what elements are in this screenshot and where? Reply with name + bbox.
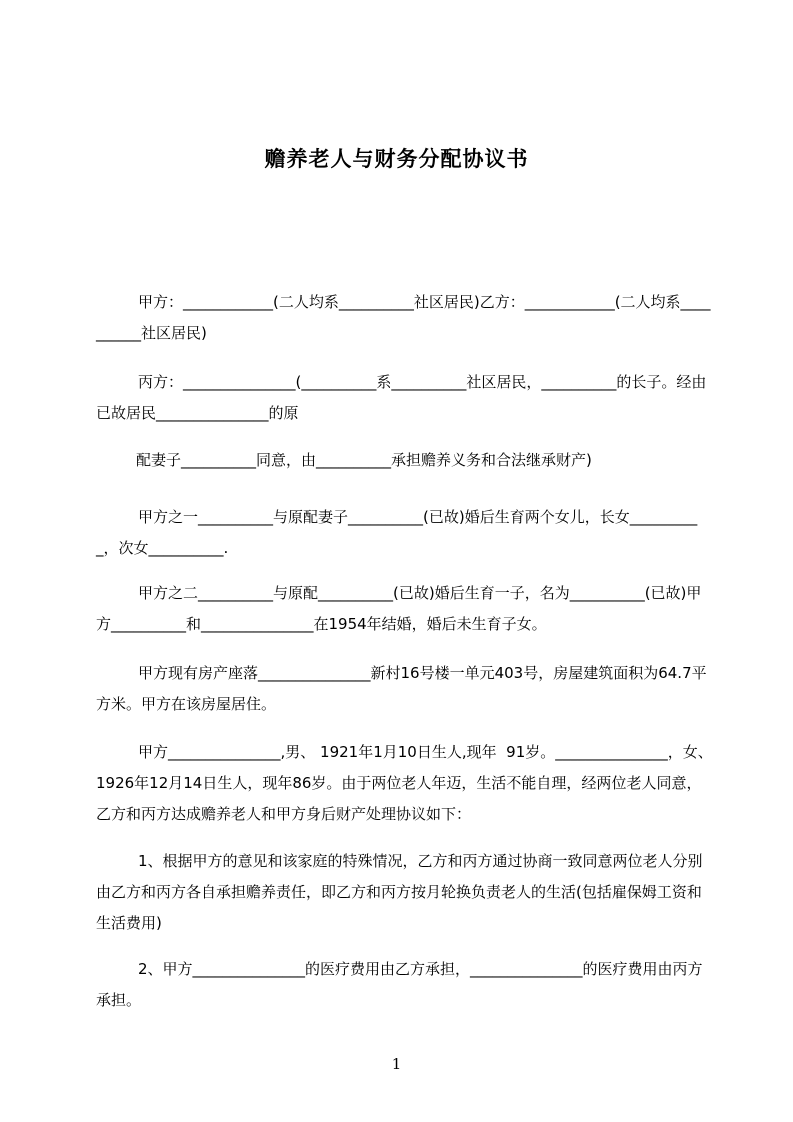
paragraph-clause-1: 1、根据甲方的意见和该家庭的特殊情况，乙方和丙方通过协商一致同意两位老人分别由乙方和丙方各自承担赡养责任，即乙方和丙方按月轮换负责老人的生活(包括雇保姆工资和生活费用) xyxy=(96,852,703,932)
paragraph-party-a-one: 甲方之一__________与原配妻子__________(已故)婚后生育两个女儿，长女__________，次女__________. xyxy=(96,508,698,557)
paragraph-property: 甲方现有房产座落_______________新村16号楼一单元403号，房屋建筑面积为64.7平方米。甲方在该房屋居住。 xyxy=(96,664,707,713)
paragraph-clause-2: 2、甲方_______________的医疗费用由乙方承担，_______________的医疗费用由丙方承担。 xyxy=(96,960,703,1009)
document-title: 赡养老人与财务分配协议书 xyxy=(264,147,529,171)
paragraph-party-a-two: 甲方之二__________与原配__________(已故)婚后生育一子，名为__________(已故)甲方__________和_______________在1954年结婚，婚后未生育子女。 xyxy=(96,584,702,633)
paragraph-parties-a-b: 甲方：____________(二人均系__________社区居民)乙方：____________(二人均系__________社区居民) xyxy=(96,293,711,342)
page-number: 1 xyxy=(391,1055,402,1073)
paragraph-party-c: 丙方：_______________(__________系__________社区居民，__________的长子。经由已故居民_______________的原 xyxy=(96,373,707,422)
paragraph-elders-info: 甲方_______________,男、 1921年1月10日生人,现年 91岁。_______________，女、1926年12月14日生人，现年86岁。由于两位老人年迈，生活不能自理，经两位老人同意，乙方和丙方达成赡养老人和甲方身后财产处理协议如下： xyxy=(96,743,713,823)
paragraph-party-c-consent: 配妻子__________同意，由__________承担赡养义务和合法继承财产) xyxy=(136,451,592,469)
